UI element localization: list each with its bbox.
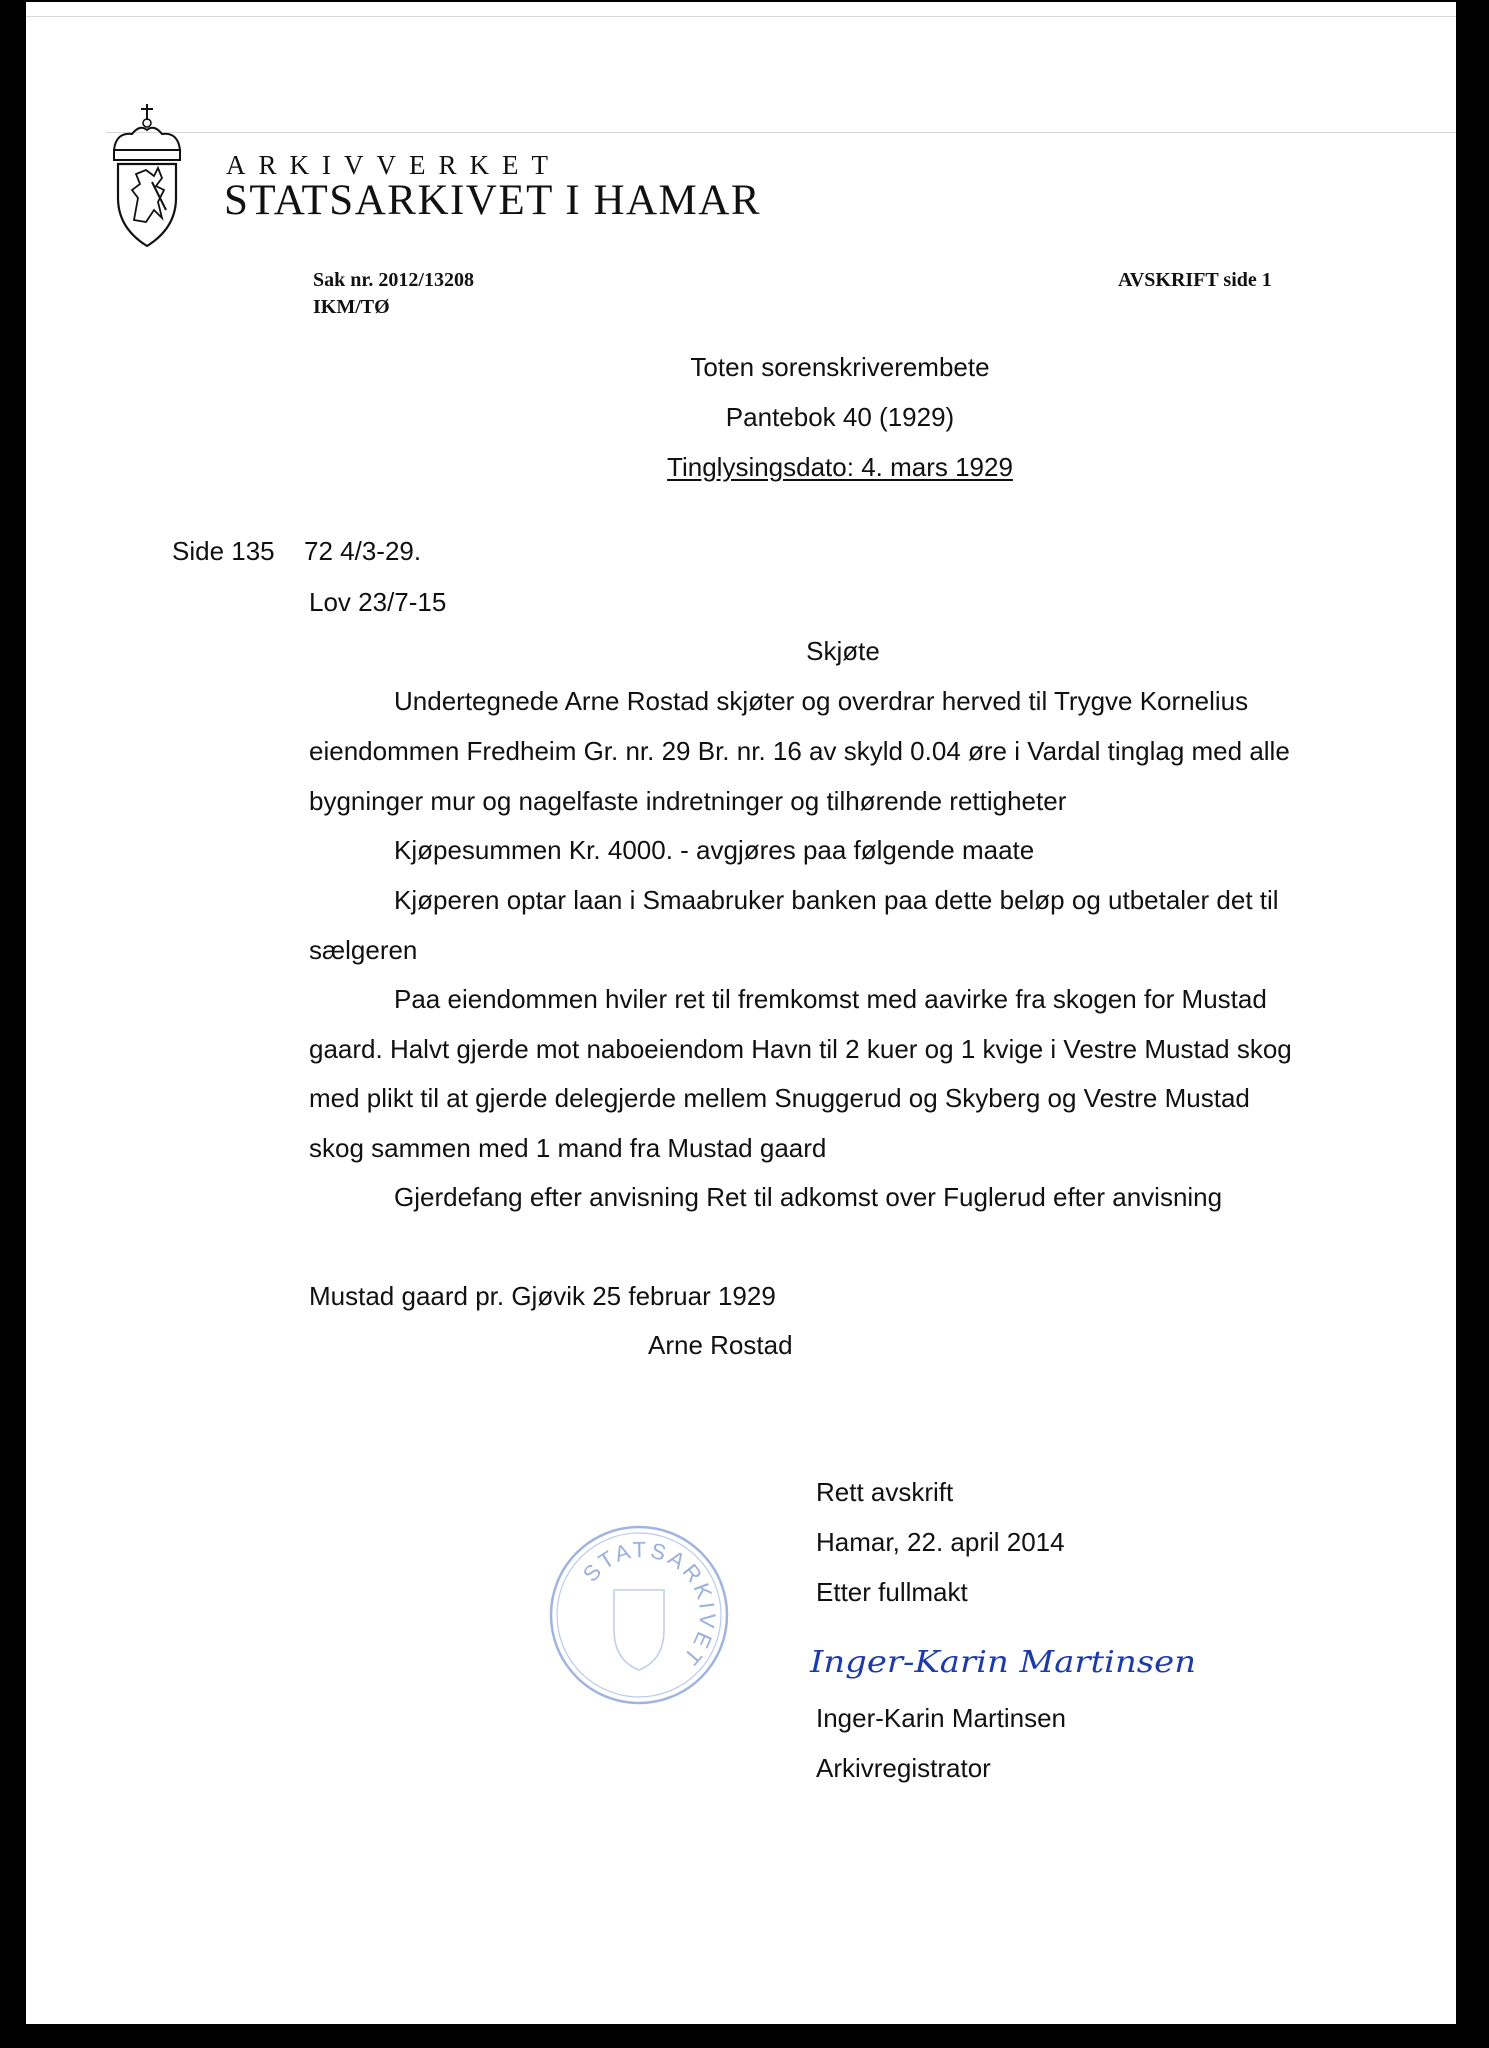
certification-place-date: Hamar, 22. april 2014 [816, 1527, 1065, 1557]
page-reference: Side 135 [172, 536, 275, 566]
handwritten-signature [806, 1630, 1206, 1690]
norwegian-coat-of-arms-icon [106, 98, 188, 248]
deed-line: skog sammen med 1 mand fra Mustad gaard [309, 1133, 827, 1163]
copy-page-label: AVSKRIFT side 1 [1118, 269, 1272, 291]
entry-reference: 72 4/3-29. [304, 536, 422, 566]
document-page [26, 2, 1456, 2024]
svg-text:STATSARKIVET [578, 1537, 721, 1672]
deed-line: sælgeren [309, 935, 418, 965]
certification-authority: Etter fullmakt [816, 1577, 968, 1607]
deed-heading: Skjøte [806, 636, 880, 666]
archive-org-name: ARKIVVERKET [226, 150, 561, 180]
deed-line: eiendommen Fredheim Gr. nr. 29 Br. nr. 16 av skyld 0.04 øre i Vardal tinglag med alle [309, 736, 1290, 766]
seal-text: STATSARKIVET [577, 1536, 721, 1672]
certifier-title: Arkivregistrator [816, 1753, 991, 1783]
certification-line: Rett avskrift [816, 1477, 954, 1507]
archive-office-name: STATSARKIVET I HAMAR [224, 177, 762, 224]
book-title: Pantebok 40 (1929) [725, 402, 955, 432]
case-initials: IKM/TØ [313, 296, 390, 318]
deed-line: Undertegnede Arne Rostad skjøter og overdrar herved til Trygve Kornelius [394, 686, 1249, 716]
office-title: Toten sorenskriverembete [690, 352, 990, 382]
case-number: Sak nr. 2012/13208 [313, 269, 474, 291]
place-and-date: Mustad gaard pr. Gjøvik 25 februar 1929 [309, 1281, 776, 1311]
registration-date: Tinglysingsdato: 4. mars 1929 [667, 452, 1013, 482]
deed-line: Kjøperen optar laan i Smaabruker banken paa dette beløp og utbetaler det til [394, 885, 1279, 915]
scan-edge-line [106, 132, 1456, 133]
certifier-name: Inger-Karin Martinsen [816, 1703, 1066, 1733]
deed-line: Kjøpesummen Kr. 4000. - avgjøres paa følgende maate [394, 835, 1035, 865]
deed-line: gaard. Halvt gjerde mot naboeiendom Havn til 2 kuer og 1 kvige i Vestre Mustad skog [309, 1034, 1292, 1064]
deed-line: bygninger mur og nagelfaste indretninger og tilhørende rettigheter [309, 786, 1067, 816]
scan-edge-line [26, 16, 1456, 17]
law-reference: Lov 23/7-15 [309, 587, 447, 617]
deed-line: Gjerdefang efter anvisning Ret til adkomst over Fuglerud efter anvisning [394, 1182, 1223, 1212]
deed-line: med plikt til at gjerde delegjerde mellem Snuggerud og Skyberg og Vestre Mustad [309, 1083, 1250, 1113]
signature-text: Inger-Karin Martinsen [808, 1645, 1196, 1680]
deed-signer: Arne Rostad [648, 1330, 793, 1360]
archive-seal-stamp [544, 1520, 734, 1710]
deed-line: Paa eiendommen hviler ret til fremkomst med aavirke fra skogen for Mustad [394, 984, 1267, 1014]
